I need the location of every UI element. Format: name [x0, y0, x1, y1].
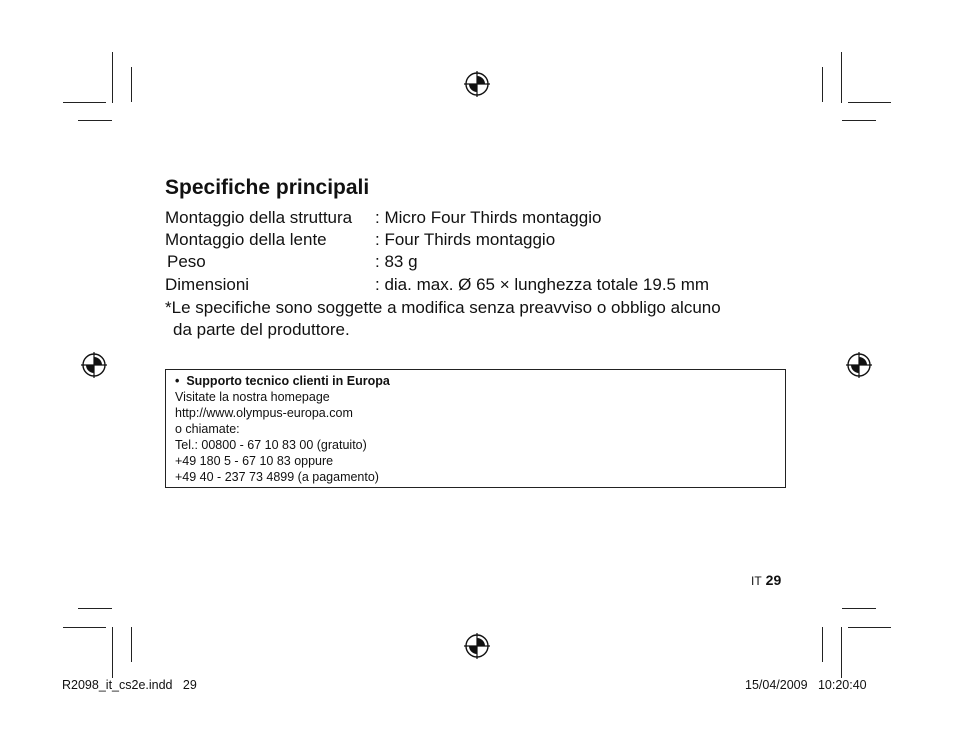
page-number-value: 29	[765, 572, 782, 588]
crop-mark	[131, 627, 132, 662]
crop-mark	[131, 67, 132, 102]
crop-mark	[822, 67, 823, 102]
spec-value: : dia. max. Ø 65 × lunghezza totale 19.5 mm	[375, 275, 710, 294]
crop-mark	[848, 102, 891, 103]
support-title-text: Supporto tecnico clienti in Europa	[186, 374, 390, 388]
registration-mark-icon	[464, 633, 490, 659]
bullet-icon: •	[175, 374, 187, 388]
support-link[interactable]: http://www.olympus-europa.com	[175, 406, 353, 420]
crop-mark	[822, 627, 823, 662]
crop-mark	[841, 52, 842, 103]
crop-mark	[63, 627, 106, 628]
crop-mark	[78, 608, 112, 609]
support-line: o chiamate:	[175, 422, 240, 436]
page-language: IT	[751, 574, 762, 588]
spec-label: Montaggio della lente	[165, 230, 327, 249]
crop-mark	[842, 120, 876, 121]
note-line: *Le specifiche sono soggette a modifica senza preavviso o obbligo alcuno	[165, 298, 721, 317]
spec-value: : 83 g	[375, 252, 418, 271]
note-line: da parte del produttore.	[173, 320, 350, 339]
support-line: Visitate la nostra homepage	[175, 390, 330, 404]
registration-mark-icon	[81, 352, 107, 378]
spec-value: : Four Thirds montaggio	[375, 230, 556, 249]
spec-value: : Micro Four Thirds montaggio	[375, 208, 602, 227]
crop-mark	[63, 102, 106, 103]
registration-mark-icon	[464, 71, 490, 97]
crop-mark	[848, 627, 891, 628]
registration-mark-icon	[846, 352, 872, 378]
page-number	[751, 572, 781, 590]
footer-file-info: R2098_it_cs2e.indd 29	[62, 678, 197, 692]
spec-label: Dimensioni	[165, 275, 250, 294]
support-line: +49 40 - 237 73 4899 (a pagamento)	[175, 470, 379, 484]
crop-mark	[112, 52, 113, 103]
crop-mark	[841, 627, 842, 678]
support-title	[175, 373, 776, 389]
crop-mark	[78, 120, 112, 121]
crop-mark	[842, 608, 876, 609]
page-title: Specifiche principali	[165, 176, 370, 199]
spec-label: Montaggio della struttura	[165, 208, 353, 227]
footer-timestamp: 15/04/2009 10:20:40	[745, 678, 867, 692]
crop-mark	[112, 627, 113, 678]
spec-label: Peso	[167, 252, 206, 271]
support-line: +49 180 5 - 67 10 83 oppure	[175, 454, 334, 468]
disclaimer-note	[165, 297, 785, 341]
support-info-box	[165, 369, 786, 488]
support-line: Tel.: 00800 - 67 10 83 00 (gratuito)	[175, 438, 367, 452]
